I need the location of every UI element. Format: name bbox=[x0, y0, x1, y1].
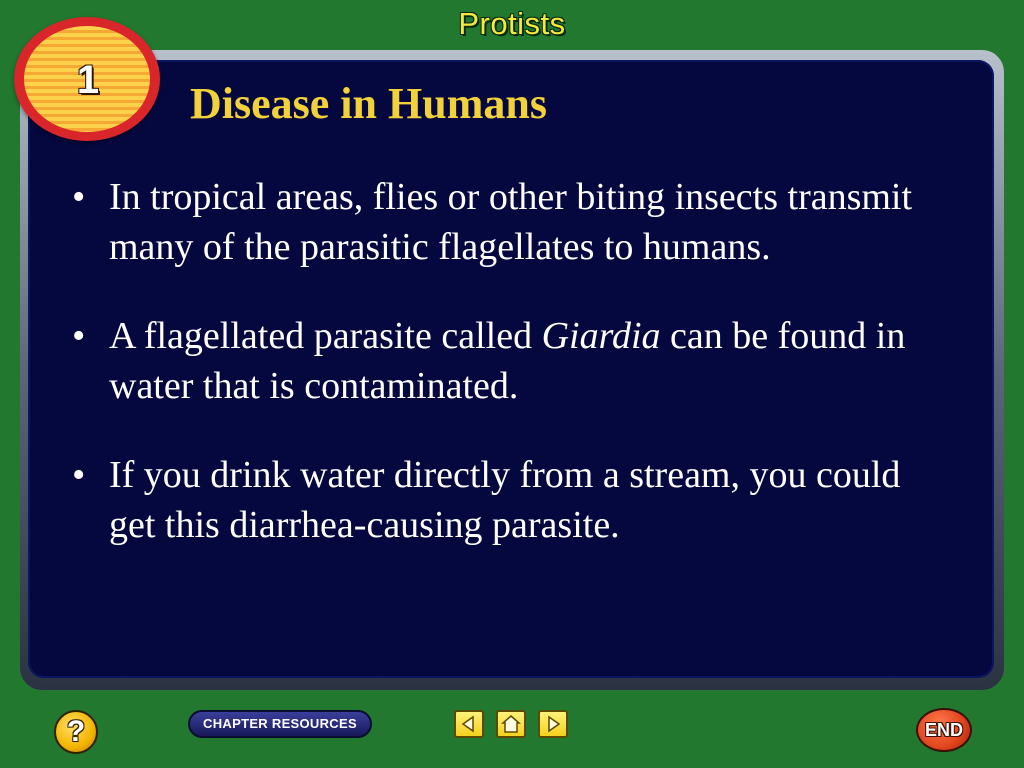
chapter-title: Protists bbox=[458, 6, 566, 41]
bullet-item-insects: • In tropical areas, flies or other biting insects transmit many of the parasitic flagellates to humans. bbox=[68, 172, 948, 272]
bullet-text-before: A flagellated parasite called bbox=[109, 315, 542, 357]
giardia-term: Giardia bbox=[541, 315, 661, 357]
bullet-item-giardia bbox=[68, 311, 948, 411]
previous-slide-button[interactable] bbox=[454, 710, 484, 738]
triangle-left-icon bbox=[456, 712, 482, 736]
home-button[interactable] bbox=[496, 710, 526, 738]
chapter-resources-button[interactable]: CHAPTER RESOURCES bbox=[188, 710, 372, 738]
footer-toolbar bbox=[0, 700, 1024, 768]
bullet-item-stream: • If you drink water directly from a stream, you could get this diarrhea-causing parasite. bbox=[68, 450, 948, 550]
bullet-list bbox=[68, 172, 948, 589]
home-icon bbox=[498, 712, 524, 736]
next-slide-button[interactable] bbox=[538, 710, 568, 738]
bullet-text-after: can be found in water that is contaminated. bbox=[109, 315, 906, 407]
end-button[interactable]: END bbox=[916, 708, 972, 752]
triangle-right-icon bbox=[540, 712, 566, 736]
help-button[interactable]: ? bbox=[54, 710, 98, 754]
slide-title: Disease in Humans bbox=[190, 79, 547, 128]
section-number: 1 bbox=[76, 58, 100, 102]
